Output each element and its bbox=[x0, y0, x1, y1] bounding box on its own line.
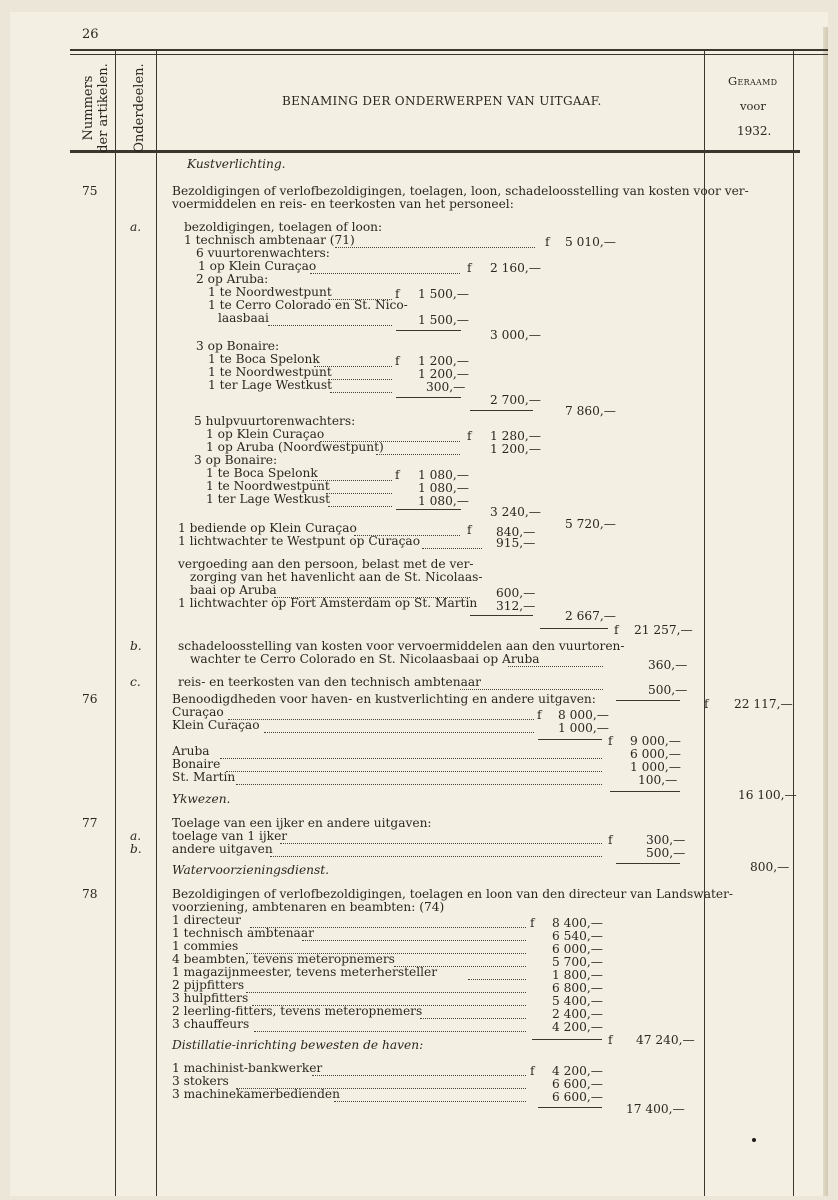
section-kustverlichting: Kustverlichting. bbox=[187, 157, 286, 171]
currency-f: f bbox=[467, 429, 472, 443]
art75-l19-value: 1 080,— bbox=[418, 468, 469, 482]
currency-f: f bbox=[530, 1064, 535, 1078]
art75-l29: 1 lichtwachter op Fort Amsterdam op St. Martin bbox=[178, 596, 478, 610]
art78-d3: 3 machinekamerbedienden bbox=[172, 1087, 340, 1101]
art75-l12-value: 300,— bbox=[426, 380, 466, 394]
art78-r3-value: 6 000,— bbox=[552, 942, 603, 956]
art75-l21-value: 1 080,— bbox=[418, 494, 469, 508]
art75-l11-value: 1 200,— bbox=[418, 367, 469, 381]
art76-aruba-value: 6 000,— bbox=[630, 747, 681, 761]
art78-number: 78 bbox=[82, 887, 98, 901]
subtotal-rule bbox=[396, 509, 461, 510]
art75-l24: 1 bediende op Klein Curaçao bbox=[178, 521, 357, 535]
leader bbox=[468, 966, 526, 980]
art76-klein: Klein Curaçao bbox=[172, 718, 260, 732]
header-col-nummers: Nummers der artikelen. bbox=[81, 63, 111, 153]
art78-r9: 3 chauffeurs bbox=[172, 1017, 250, 1031]
column-line-3 bbox=[704, 49, 705, 1196]
art77-b-label: b. bbox=[130, 842, 142, 856]
art76-intro: Benoodigdheden voor haven- en kustverlichting en andere uitgaven: bbox=[172, 692, 596, 706]
column-line-4 bbox=[793, 49, 794, 1196]
art78-r7-value: 5 400,— bbox=[552, 994, 603, 1008]
subtotal-rule bbox=[396, 330, 461, 331]
art75-l3-value: 2 160,— bbox=[490, 261, 541, 275]
art76-bonaire: Bonaire bbox=[172, 757, 221, 771]
art75-c-1: reis- en teerkosten van den technisch ambtenaar bbox=[178, 675, 481, 689]
ledger-page bbox=[10, 12, 828, 1196]
currency-f: f bbox=[537, 708, 542, 722]
header-year: 1932. bbox=[737, 124, 772, 138]
leader bbox=[328, 493, 392, 507]
section-water: Watervoorzieningsdienst. bbox=[172, 863, 330, 877]
leader bbox=[264, 719, 534, 733]
art75-l22-value: 3 240,— bbox=[490, 505, 541, 519]
art78-r8-value: 2 400,— bbox=[552, 1007, 603, 1021]
leader bbox=[268, 312, 392, 326]
art75-total: 22 117,— bbox=[734, 697, 793, 711]
art75-intro-1: Bezoldigingen of verlofbezoldigingen, toelagen, loon, schadeloosstelling van kosten voor ver- bbox=[172, 184, 749, 198]
art75-l16-value: 1 280,— bbox=[490, 429, 541, 443]
leader bbox=[460, 676, 603, 690]
art78-r2-value: 6 540,— bbox=[552, 929, 603, 943]
art76-aruba: Aruba bbox=[172, 744, 210, 758]
art78-d1: 1 machinist-bankwerker bbox=[172, 1061, 323, 1075]
art75-l18: 3 op Bonaire: bbox=[194, 453, 278, 467]
art75-l3: 1 op Klein Curaçao bbox=[198, 259, 317, 273]
art75-l20: 1 te Noordwestpunt bbox=[206, 479, 330, 493]
art75-l17-value: 1 200,— bbox=[490, 442, 541, 456]
art78-r1-value: 8 400,— bbox=[552, 916, 603, 930]
art75-l28-value: 600,— bbox=[496, 586, 536, 600]
leader bbox=[330, 379, 392, 393]
currency-f: f bbox=[467, 523, 472, 537]
art75-number: 75 bbox=[82, 184, 98, 198]
header-voor: voor bbox=[740, 99, 766, 113]
art75-b-1: schadeloosstelling van kosten voor vervoermiddelen aan den vuurtoren- bbox=[178, 639, 625, 653]
art78-sub-value: 47 240,— bbox=[636, 1033, 695, 1047]
art75-l2: 6 vuurtorenwachters: bbox=[196, 246, 330, 260]
art78-d-total: 17 400,— bbox=[626, 1102, 685, 1116]
art75-l30-value: 2 667,— bbox=[565, 609, 616, 623]
header-geraamd: Geraamd bbox=[728, 74, 778, 88]
column-line-2 bbox=[156, 49, 157, 1196]
leader bbox=[420, 1005, 526, 1019]
subtotal-rule bbox=[610, 791, 680, 792]
art78-d1-value: 4 200,— bbox=[552, 1064, 603, 1078]
subtotal-rule bbox=[470, 615, 533, 616]
subtotal-rule bbox=[540, 628, 608, 629]
currency-f: f bbox=[614, 623, 619, 637]
art75-l14-value: 7 860,— bbox=[565, 404, 616, 418]
subtotal-rule bbox=[616, 863, 680, 864]
currency-f: f bbox=[608, 734, 613, 748]
art77-a-value: 300,— bbox=[646, 833, 686, 847]
art76-klein-value: 1 000,— bbox=[558, 721, 609, 735]
art78-intro-2: voorziening, ambtenaren en beambten: (74) bbox=[172, 900, 445, 914]
leader bbox=[236, 771, 602, 785]
subtotal-rule bbox=[470, 410, 533, 411]
art75-intro-2: voermiddelen en reis- en teerkosten van het personeel: bbox=[172, 197, 514, 211]
leader bbox=[220, 745, 602, 759]
art78-r8: 2 leerling-fitters, tevens meteropnemers bbox=[172, 1004, 423, 1018]
art78-d2-value: 6 600,— bbox=[552, 1077, 603, 1091]
art75-c-value: 500,— bbox=[648, 683, 688, 697]
leader bbox=[508, 653, 603, 667]
art75-l27: zorging van het havenlicht aan de St. Nicolaas- bbox=[190, 570, 483, 584]
art75-b-value: 360,— bbox=[648, 658, 688, 672]
leader bbox=[228, 706, 534, 720]
subtotal-rule bbox=[538, 1107, 602, 1108]
art77-number: 77 bbox=[82, 816, 98, 830]
leader bbox=[246, 979, 526, 993]
currency-f: f bbox=[530, 916, 535, 930]
art78-r9-value: 4 200,— bbox=[552, 1020, 603, 1034]
art75-l25-value: 915,— bbox=[496, 536, 536, 550]
leader bbox=[376, 441, 460, 455]
art76-curacao-value: 8 000,— bbox=[558, 708, 609, 722]
art75-l24-value: 840,— bbox=[496, 525, 536, 539]
art75-l20-value: 1 080,— bbox=[418, 481, 469, 495]
art75-l15: 5 hulpvuurtorenwachters: bbox=[194, 414, 356, 428]
leader bbox=[422, 535, 482, 549]
currency-f: f bbox=[704, 697, 709, 711]
header-col-onderdeelen: Onderdeelen. bbox=[132, 63, 147, 153]
art76-number: 76 bbox=[82, 692, 98, 706]
currency-f: f bbox=[395, 468, 400, 482]
currency-f: f bbox=[395, 287, 400, 301]
subtotal-rule bbox=[396, 397, 461, 398]
art78-r1: 1 directeur bbox=[172, 913, 241, 927]
subtotal-rule bbox=[538, 739, 602, 740]
art75-l21: 1 ter Lage Westkust bbox=[206, 492, 330, 506]
art78-intro-1: Bezoldigingen of verlofbezoldigingen, toelagen en loon van den directeur van Landswater- bbox=[172, 887, 734, 901]
leader bbox=[280, 830, 602, 844]
art75-l28: baai op Aruba bbox=[190, 583, 277, 597]
currency-f: f bbox=[545, 235, 550, 249]
leader bbox=[226, 758, 602, 772]
leader bbox=[310, 260, 460, 274]
currency-f: f bbox=[608, 1033, 613, 1047]
art76-martin: St. Martin bbox=[172, 770, 236, 784]
art78-r7: 3 hulpfitters bbox=[172, 991, 249, 1005]
art75-b-2: wachter te Cerro Colorado en St. Nicolaasbaai op Aruba bbox=[190, 652, 540, 666]
art75-l16: 1 op Klein Curaçao bbox=[206, 427, 325, 441]
art76-martin-value: 100,— bbox=[638, 773, 678, 787]
section-ykwezen: Ykwezen. bbox=[172, 792, 231, 806]
art75-l4: 2 op Aruba: bbox=[196, 272, 269, 286]
leader bbox=[312, 1062, 526, 1076]
art78-r2: 1 technisch ambtenaar bbox=[172, 926, 314, 940]
art75-a-title: bezoldigingen, toelagen of loon: bbox=[184, 220, 383, 234]
currency-f: f bbox=[395, 354, 400, 368]
leader bbox=[335, 234, 535, 248]
art75-l7: laasbaai bbox=[218, 311, 269, 325]
art78-r6: 2 pijpfitters bbox=[172, 978, 245, 992]
header-top-rule-2 bbox=[70, 54, 828, 55]
leader bbox=[302, 927, 526, 941]
leader bbox=[326, 480, 392, 494]
art75-l7-value: 1 500,— bbox=[418, 313, 469, 327]
ink-dot bbox=[752, 1138, 756, 1142]
art75-l6: 1 te Cerro Colorado en St. Nico- bbox=[208, 298, 408, 312]
art78-d3-value: 6 600,— bbox=[552, 1090, 603, 1104]
art75-l25: 1 lichtwachter te Westpunt op Curaçao bbox=[178, 534, 421, 548]
art76-bonaire-value: 1 000,— bbox=[630, 760, 681, 774]
art78-r3: 1 commies bbox=[172, 939, 239, 953]
art75-l1-value: 5 010,— bbox=[565, 235, 616, 249]
art75-l17: 1 op Aruba (Noordwestpunt) bbox=[206, 440, 384, 454]
subtotal-rule bbox=[532, 1039, 602, 1040]
art77-total: 800,— bbox=[750, 860, 790, 874]
art75-l1: 1 technisch ambtenaar (71) bbox=[184, 233, 355, 247]
art75-l11: 1 te Noordwestpunt bbox=[208, 365, 332, 379]
art76-total: 16 100,— bbox=[738, 788, 797, 802]
art77-b-1: andere uitgaven bbox=[172, 842, 273, 856]
header-top-rule bbox=[70, 49, 828, 51]
leader bbox=[328, 366, 392, 380]
art78-r4-value: 5 700,— bbox=[552, 955, 603, 969]
art76-sub-value: 9 000,— bbox=[630, 734, 681, 748]
art78-r6-value: 6 800,— bbox=[552, 981, 603, 995]
leader bbox=[270, 843, 602, 857]
art78-d2: 3 stokers bbox=[172, 1074, 229, 1088]
art77-a-label: a. bbox=[130, 829, 142, 843]
art77-intro: Toelage van een ijker en andere uitgaven: bbox=[172, 816, 432, 830]
page-edge bbox=[823, 27, 828, 1196]
art75-l31-value: 21 257,— bbox=[634, 623, 693, 637]
art75-l23-value: 5 720,— bbox=[565, 517, 616, 531]
art76-curacao: Curaçao bbox=[172, 705, 224, 719]
art75-l29-value: 312,— bbox=[496, 599, 536, 613]
subtotal-rule bbox=[616, 700, 680, 701]
art77-b-value: 500,— bbox=[646, 846, 686, 860]
art75-l19: 1 te Boca Spelonk bbox=[206, 466, 318, 480]
column-line-1 bbox=[115, 49, 116, 1196]
currency-f: f bbox=[608, 833, 613, 847]
art75-l12: 1 ter Lage Westkust bbox=[208, 378, 332, 392]
art75-c-label: c. bbox=[130, 675, 141, 689]
art75-l5: 1 te Noordwestpunt bbox=[208, 285, 332, 299]
section-distillatie: Distillatie-inrichting bewesten de haven: bbox=[172, 1038, 424, 1052]
art75-l10: 1 te Boca Spelonk bbox=[208, 352, 320, 366]
page-number: 26 bbox=[82, 27, 99, 42]
art75-b-label: b. bbox=[130, 639, 142, 653]
header-bottom-rule bbox=[70, 150, 800, 153]
art78-r5-value: 1 800,— bbox=[552, 968, 603, 982]
art78-r4: 4 beambten, tevens meteropnemers bbox=[172, 952, 395, 966]
leader bbox=[334, 1088, 526, 1102]
art78-r5: 1 magazijnmeester, tevens meterhersteller bbox=[172, 965, 438, 979]
currency-f: f bbox=[467, 261, 472, 275]
art75-l9: 3 op Bonaire: bbox=[196, 339, 280, 353]
art75-l13-value: 2 700,— bbox=[490, 393, 541, 407]
art75-l10-value: 1 200,— bbox=[418, 354, 469, 368]
art75-l5-value: 1 500,— bbox=[418, 287, 469, 301]
art75-a-label: a. bbox=[130, 220, 142, 234]
art75-l26: vergoeding aan den persoon, belast met de ver- bbox=[178, 557, 474, 571]
art75-l8-value: 3 000,— bbox=[490, 328, 541, 342]
leader bbox=[254, 1018, 526, 1032]
art77-a-1: toelage van 1 ijker bbox=[172, 829, 288, 843]
header-title: BENAMING DER ONDERWERPEN VAN UITGAAF. bbox=[282, 94, 602, 108]
